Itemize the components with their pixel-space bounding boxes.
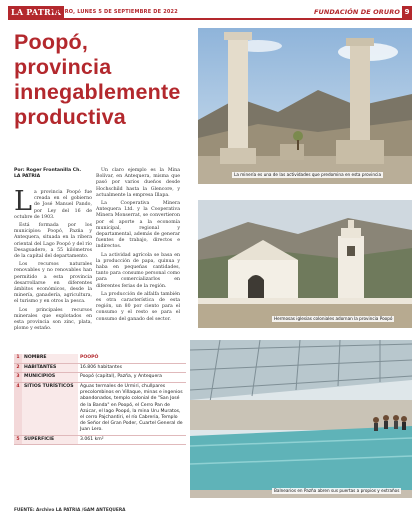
photo-caption: Balnearios en Pazña abren sus puertas a propios y extraños [274,488,400,493]
paragraph: Los recursos naturales renovables y no renovables han permitido a esta provincia desarrollarse en diferentes ámbitos económicos, desde la minería, ganadería, agricultura, el turismo y en otros la pesca. [14,262,92,305]
paragraph-text: a provincia Poopó fue creada en el gobierno de José Manuel Pando, por Ley del 16 de octubre de 1903. [14,190,92,220]
table-row [14,435,186,445]
byline-author: Por: Roger Frontanilla Ch. [14,168,82,173]
table-row [14,373,186,383]
paragraph: La Cooperativa Minera Antequera Ltd. y la Cooperativa Minera Monserrat, se convertieron por el aporte a la economía municipal, regional y departamental, además de generar fuentes de trabajo, directos e indirectos. [96,201,180,250]
dateline: ORURO, LUNES 5 DE SEPTIEMBRE DE 2022 [52,9,178,15]
photo-caption: La minería es una de las actividades que predomina en esta provincia [234,172,382,177]
paragraph: La producción de alfalfa también es otra característica de esta región, un 80 por ciento para el consumo y el resto se para el consumo del ganado del sector. [96,291,180,322]
row-value: POOPÓ [78,354,186,363]
source-credit: FUENTE: Archivo LA PATRIA /GAM ANTEQUERA [14,508,126,513]
headline-line: innegablemente [14,80,181,104]
photo-pool [190,340,412,498]
article-headline [14,30,194,130]
row-number: 1 [14,354,22,363]
row-key: HABITANTES [22,363,78,373]
page-header [8,6,412,20]
row-value: 3.061 km² [78,435,186,445]
paragraph: Los principales recursos minerales que explotados en esta provincia son zinc, plata, plomo y estaño. [14,307,92,332]
photo-caption: Hermosas iglesias coloniales adornan la provincia Poopó [274,316,393,321]
section-title: FUNDACIÓN DE ORURO [313,8,400,16]
row-key: MUNICIPIOS [22,373,78,383]
headline-line: provincia [14,55,112,79]
photo-colonial-church [198,200,412,328]
row-key: SUPERFICIE [22,435,78,445]
row-value: 16.806 habitantes [78,363,186,373]
row-number: 2 [14,363,22,373]
page-number: 9 [402,6,412,18]
drop-cap: L [14,186,32,217]
info-table [14,354,186,445]
paragraph: La actividad agrícola se basa en la producción de papa, quinua y haba en pequeñas cantidades, tanto para consumo personal como para comercializarlos en diferentes ferias de la región. [96,252,180,289]
church-illustration [198,200,412,328]
photo-mining-towers [198,28,412,184]
byline [14,168,81,180]
headline-line: productiva [14,105,126,129]
article-column-1 [14,186,92,334]
paragraph [14,186,92,221]
row-number: 5 [14,435,22,445]
table-row [14,382,186,435]
paragraph: Un claro ejemplo es la Mina Bolívar, en Antequera, misma que pasó por varios dueños desde Hochschild hasta la Glencore, y actualmente la empresa Illapa. [96,168,180,198]
article-column-2 [96,168,180,325]
pool-illustration [190,340,412,498]
newspaper-brand: LA PATRIA [8,6,64,18]
row-key: NOMBRE [22,354,78,363]
mining-towers-illustration [198,28,412,184]
table-row [14,363,186,373]
row-value: Poopó (capital), Pazña, y Antequera [78,373,186,383]
row-value: Aguas termales de Urmiri, chullpares precolombinos en Villaque, minas e ingenios abandonados, templo colonial de "San José de la Banda" en Poopó, el Cerro Pan de Azúcar, el lago Poopó, la mina Uru Muratos, el cerro Pajchantiri, el río Cabreria, Templo de Señor del Gran Poder, Cuartel General de Juan Lero. [78,382,186,435]
row-number: 3 [14,373,22,383]
byline-outlet: LA PATRIA [14,174,41,179]
headline-line: Poopó, [14,30,89,54]
paragraph: Está formada por los municipios: Poopó, Pazña y Antequera, situada en la ribera oriental del Lago Poopó y del río Desaguadero, a 55 kilómetros de la capital del departamento. [14,223,92,260]
table-row [14,354,186,363]
row-number: 4 [14,382,22,435]
row-key: SITIOS TURÍSTICOS [22,382,78,435]
